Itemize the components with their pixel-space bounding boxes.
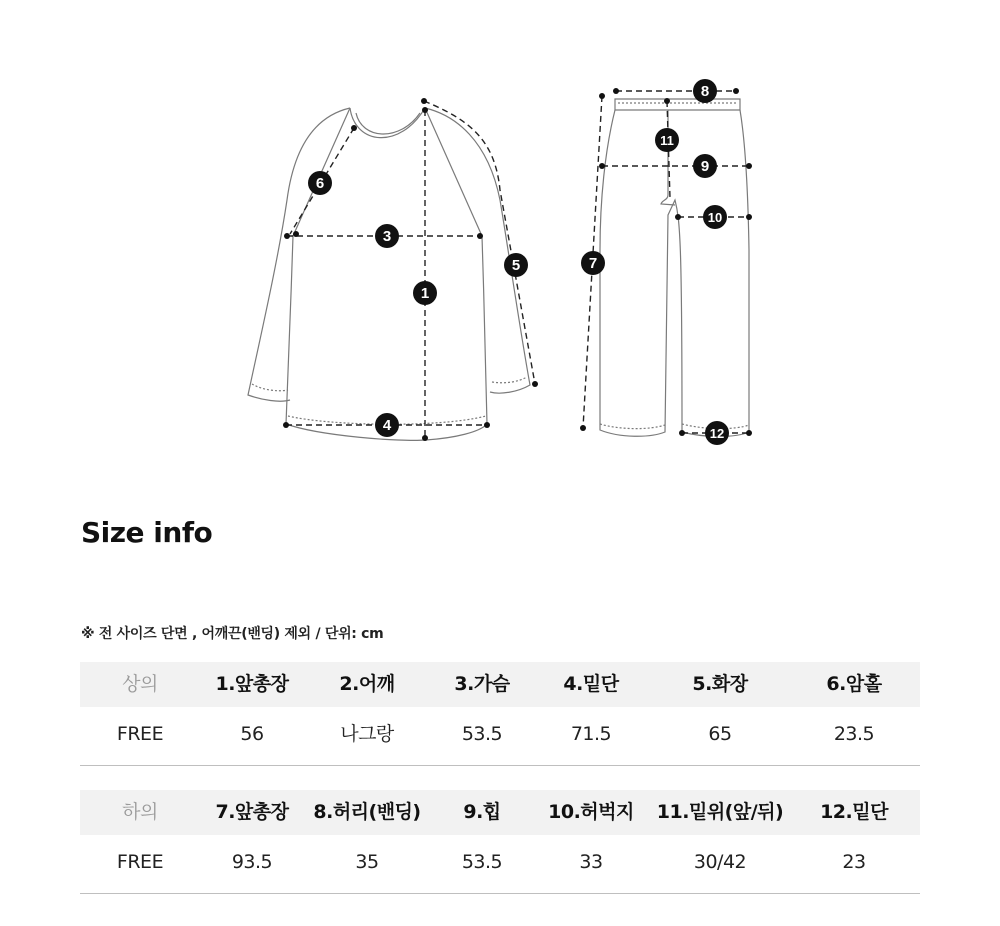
- header-cell: 하의: [122, 801, 158, 823]
- header-cell: 6.암홀: [826, 673, 882, 695]
- marker-1: [413, 281, 437, 305]
- table-cell: 65: [708, 723, 732, 745]
- svg-text:3: 3: [382, 228, 392, 245]
- table-cell: 33: [579, 851, 603, 873]
- table-cell: FREE: [116, 851, 164, 873]
- marker-11: [655, 128, 679, 152]
- bottom-size-table: [80, 790, 920, 894]
- pants-drawing: [600, 99, 749, 437]
- table-cell: 23.5: [833, 723, 875, 745]
- marker-6: [308, 171, 332, 195]
- svg-text:5: 5: [511, 257, 521, 274]
- table-cell: 35: [355, 851, 379, 873]
- table-cell: 53.5: [461, 723, 503, 745]
- header-cell: 5.화장: [692, 673, 748, 695]
- header-cell: 10.허벅지: [548, 801, 634, 823]
- svg-text:6: 6: [315, 175, 325, 192]
- marker-10: [703, 205, 727, 229]
- header-cell: 9.힙: [463, 801, 501, 823]
- table-cell: FREE: [116, 723, 164, 745]
- top-garment-drawing: [248, 108, 530, 440]
- svg-text:4: 4: [382, 417, 392, 434]
- table-cell: 30/42: [693, 851, 747, 873]
- marker-7: [581, 251, 605, 275]
- header-cell: 4.밑단: [563, 673, 619, 695]
- header-cell: 1.앞총장: [215, 673, 289, 695]
- table-cell: 71.5: [570, 723, 612, 745]
- size-note: ※ 전 사이즈 단면 , 어깨끈(밴딩) 제외 / 단위: cm: [81, 626, 384, 642]
- marker-4: [375, 413, 399, 437]
- marker-12: [705, 421, 729, 445]
- table-header-row: [80, 790, 920, 835]
- table-cell: 93.5: [231, 851, 273, 873]
- table-header-row: [80, 662, 920, 707]
- svg-text:9: 9: [700, 158, 710, 175]
- svg-text:10: 10: [707, 210, 723, 225]
- svg-text:11: 11: [660, 133, 674, 148]
- marker-9: [693, 154, 717, 178]
- table-cell: 나그랑: [340, 723, 394, 745]
- header-cell: 8.허리(밴딩): [313, 801, 421, 823]
- svg-text:8: 8: [700, 83, 710, 100]
- header-cell: 11.밑위(앞/뒤): [656, 801, 784, 823]
- marker-8: [693, 79, 717, 103]
- svg-text:1: 1: [420, 285, 430, 302]
- svg-text:12: 12: [709, 426, 725, 441]
- header-cell: 2.어깨: [339, 673, 395, 695]
- header-cell: 3.가슴: [454, 673, 510, 695]
- header-cell: 7.앞총장: [215, 801, 289, 823]
- marker-3: [375, 224, 399, 248]
- svg-text:7: 7: [588, 255, 598, 272]
- top-size-table: [80, 662, 920, 766]
- header-cell: 상의: [122, 673, 158, 695]
- table-cell: 53.5: [461, 851, 503, 873]
- table-row: [80, 835, 920, 894]
- table-cell: 56: [240, 723, 264, 745]
- marker-5: [504, 253, 528, 277]
- table-row: [80, 707, 920, 766]
- size-info-title: Size info: [81, 516, 213, 549]
- table-cell: 23: [842, 851, 866, 873]
- header-cell: 12.밑단: [820, 801, 888, 823]
